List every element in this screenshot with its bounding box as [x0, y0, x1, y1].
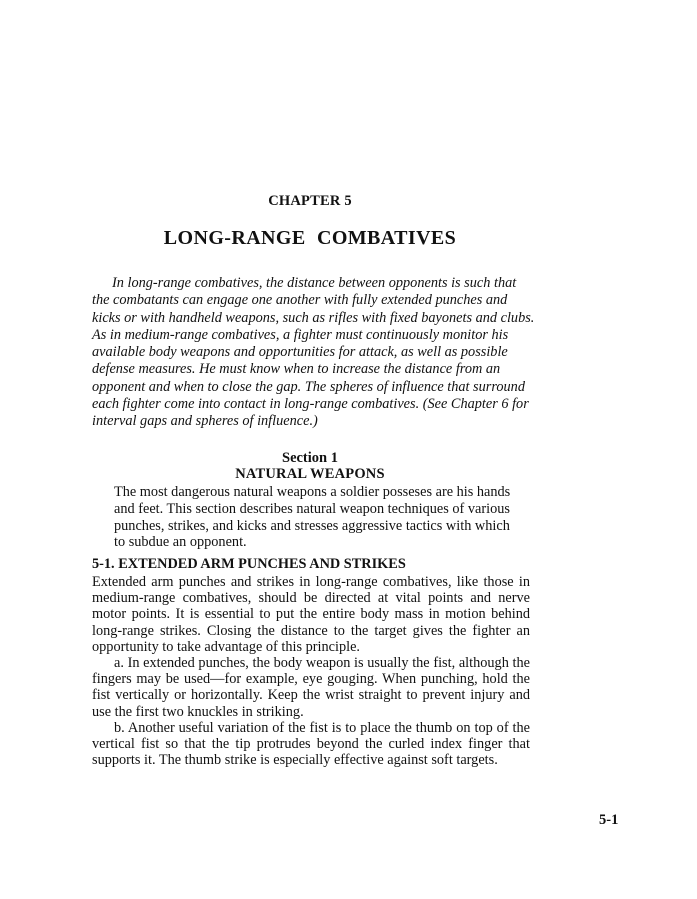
subparagraph-b: b. Another useful variation of the fist is to place the thumb on top of the vertical fist so that the tip protrudes beyond the curled index finger that supports it. The thumb strike is especially effective against soft targets.: [92, 719, 530, 769]
subparagraph-a: a. In extended punches, the body weapon is usually the fist, although the fingers may be used—for example, eye gouging. When punching, hold the fist vertically or horizontally. Keep the wrist straight to prevent injury and use the first two knuckles in striking.: [92, 655, 530, 720]
paragraph-text: Extended arm punches and strikes in long-range combatives, like those in medium-range combatives, should be directed at vital points and nerve motor points. It is essential to put the entire body mass in motion behind long-range strikes. Closing the distance to the target gives the fighter an opportunity to take advantage of this principle.: [92, 574, 530, 655]
section-intro-paragraph: The most dangerous natural weapons a soldier posseses are his hands and feet. This section describes natural weapon techniques of various punches, strikes, and kicks and stresses aggressive tactics with which to subdue an opponent.: [114, 484, 511, 551]
paragraph-heading: 5-1. EXTENDED ARM PUNCHES AND STRIKES: [92, 556, 406, 572]
chapter-intro-paragraph: In long-range combatives, the distance between opponents is such that the combatants can engage one another with fully extended punches and kicks or with handheld weapons, such as rifles with fixed bayonets and clubs. As in medium-range combatives, a fighter must continuously monitor his available body weapons and opportunities for attack, as well as possible defense measures. He must know when to increase the distance from an opponent and when to close the gap. The spheres of influence that surround each fighter come into contact in long-range combatives. (See Chapter 6 for interval gaps and spheres of influence.): [92, 275, 535, 430]
section-number: Section 1: [282, 450, 338, 466]
paragraph-body: [92, 574, 530, 768]
chapter-label: CHAPTER 5: [268, 193, 352, 209]
section-title: NATURAL WEAPONS: [235, 466, 385, 482]
chapter-title: LONG-RANGE COMBATIVES: [163, 227, 457, 249]
page-number: 5-1: [599, 812, 619, 828]
